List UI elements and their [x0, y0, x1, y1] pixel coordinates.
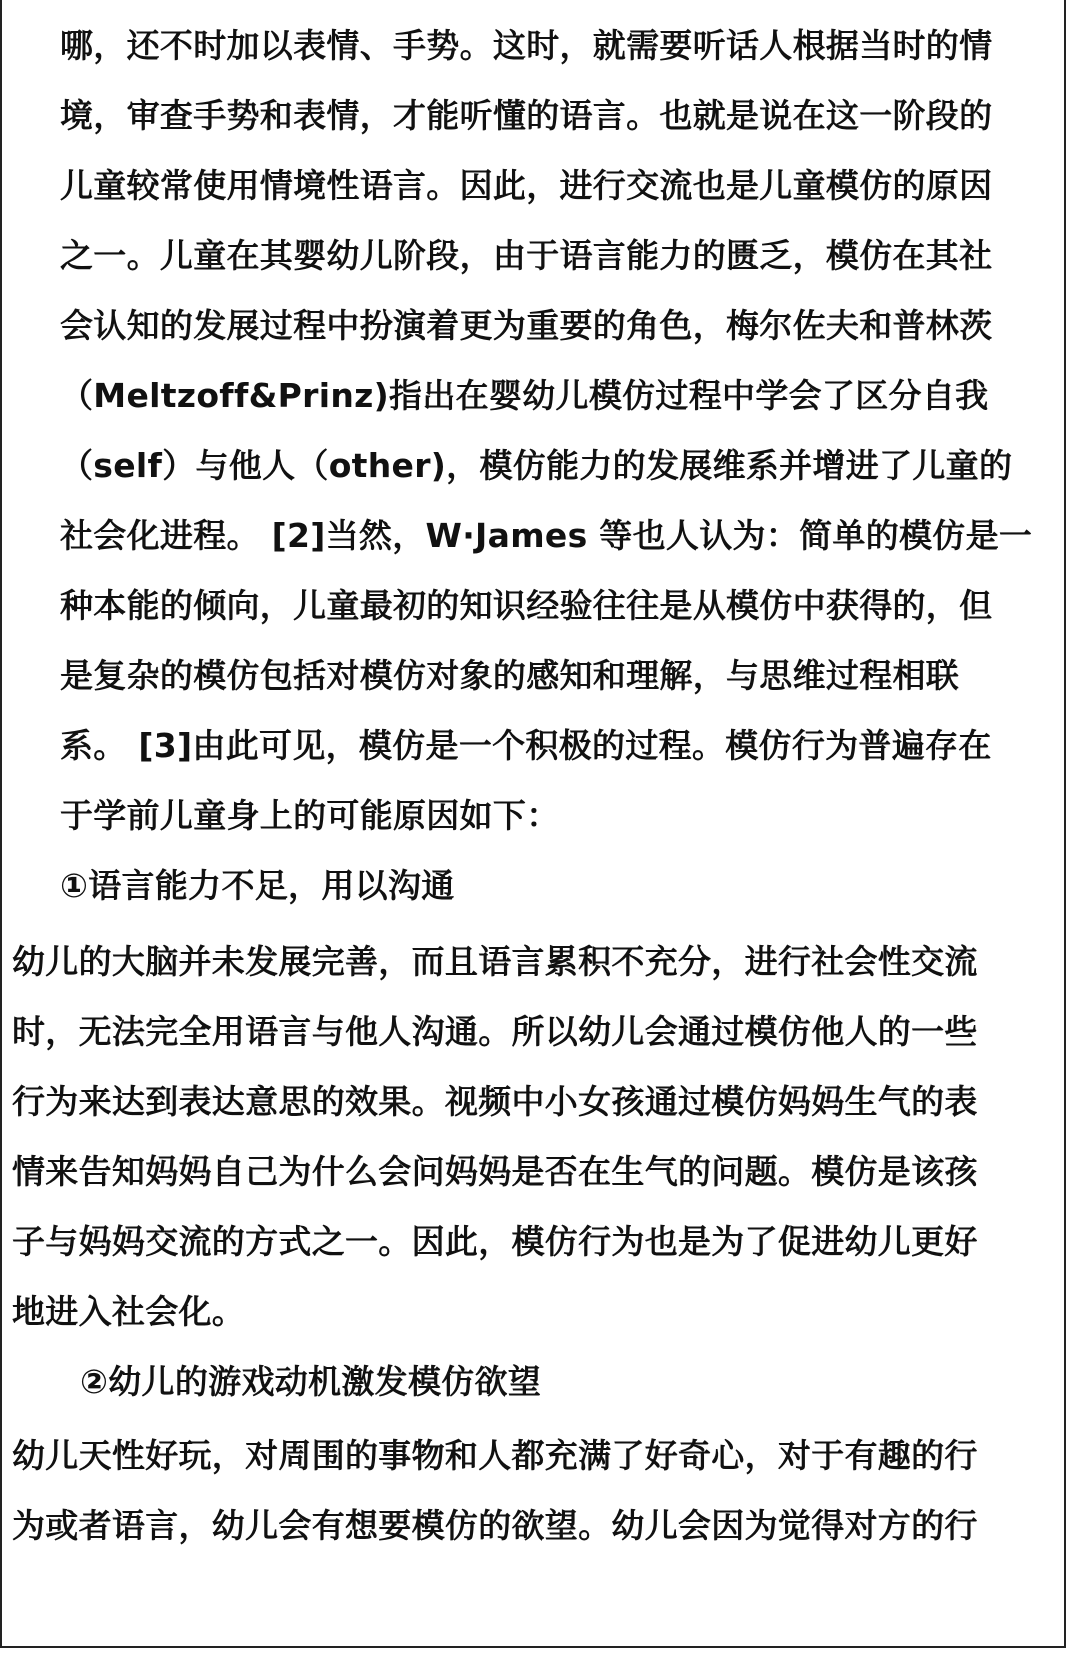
- text-line-14: 幼儿的大脑并未发展完善，而且语言累积不充分，进行社会性交流: [12, 942, 978, 981]
- text-line-4: 之一。儿童在其婴幼儿阶段，由于语言能力的匮乏，模仿在其社: [60, 236, 993, 275]
- text-line-7: （self）与他人（other)，模仿能力的发展维系并增进了儿童的: [60, 446, 1013, 485]
- text-line-11: 系。 [3]由此可见，模仿是一个积极的过程。模仿行为普遍存在: [60, 726, 992, 765]
- text-line-19: 地进入社会化。: [12, 1292, 246, 1331]
- text-line-2: 境，审查手势和表情，才能听懂的语言。也就是说在这一阶段的: [60, 96, 993, 135]
- section-heading-2: ②幼儿的游戏动机激发模仿欲望: [80, 1362, 542, 1401]
- text-line-3: 儿童较常使用情境性语言。因此，进行交流也是儿童模仿的原因: [60, 166, 993, 205]
- text-line-9: 种本能的倾向，儿童最初的知识经验往往是从模仿中获得的，但: [60, 586, 993, 625]
- text-line-15: 时，无法完全用语言与他人沟通。所以幼儿会通过模仿他人的一些: [12, 1012, 978, 1051]
- text-line-1: 哪，还不时加以表情、手势。这时，就需要听话人根据当时的情: [60, 26, 993, 65]
- text-line-22: 为或者语言，幼儿会有想要模仿的欲望。幼儿会因为觉得对方的行: [12, 1506, 978, 1545]
- text-line-5: 会认知的发展过程中扮演着更为重要的角色，梅尔佐夫和普林茨: [60, 306, 993, 345]
- text-line-16: 行为来达到表达意思的效果。视频中小女孩通过模仿妈妈生气的表: [12, 1082, 978, 1121]
- section-heading-1: ①语言能力不足，用以沟通: [60, 866, 455, 905]
- text-line-17: 情来告知妈妈自己为什么会问妈妈是否在生气的问题。模仿是该孩: [12, 1152, 978, 1191]
- text-line-12: 于学前儿童身上的可能原因如下：: [60, 796, 560, 835]
- text-line-8: 社会化进程。 [2]当然，W·James 等也人认为：简单的模仿是一: [60, 516, 1033, 555]
- text-line-18: 子与妈妈交流的方式之一。因此，模仿行为也是为了促进幼儿更好: [12, 1222, 978, 1261]
- text-line-10: 是复杂的模仿包括对模仿对象的感知和理解，与思维过程相联: [60, 656, 960, 695]
- text-line-21: 幼儿天性好玩，对周围的事物和人都充满了好奇心，对于有趣的行: [12, 1436, 978, 1475]
- text-line-6: （Meltzoff&Prinz)指出在婴幼儿模仿过程中学会了区分自我: [60, 376, 989, 415]
